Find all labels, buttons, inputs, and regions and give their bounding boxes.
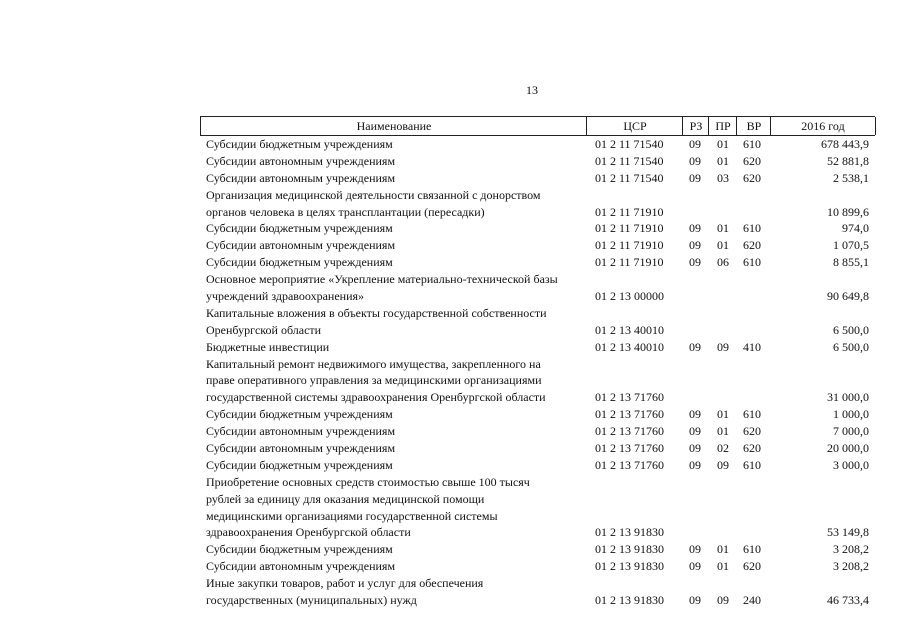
row-pr: 01 (717, 153, 729, 168)
row-vr: 620 (743, 441, 761, 456)
row-name: Иные закупки товаров, работ и услуг для обеспечения (206, 576, 484, 591)
table-row (200, 558, 875, 575)
row-csr: 01 2 11 71540 (595, 153, 664, 168)
row-rz: 09 (689, 441, 701, 456)
table-header (200, 116, 875, 136)
table-row (200, 220, 875, 237)
row-rz: 09 (689, 339, 701, 354)
row-rz: 09 (689, 170, 701, 185)
row-rz: 09 (689, 407, 701, 422)
row-csr: 01 2 13 00000 (595, 289, 664, 304)
row-name: праве оперативного управления за медицинскими организациями (206, 373, 542, 388)
row-rz: 09 (689, 457, 701, 472)
row-rz: 09 (689, 137, 701, 151)
row-rz: 09 (689, 238, 701, 253)
row-vr: 610 (743, 255, 761, 270)
row-amount: 2 538,1 (833, 170, 869, 185)
row-name: государственной системы здравоохранения Оренбургской области (206, 390, 546, 405)
row-name: Субсидии автономным учреждениям (206, 559, 396, 574)
row-name: медицинскими организациями государственной системы (206, 508, 498, 523)
table-row (200, 524, 875, 541)
row-pr: 01 (717, 407, 729, 422)
row-amount: 7 000,0 (833, 424, 869, 439)
row-name: рублей за единицу для оказания медицинской помощи (206, 491, 485, 506)
row-name: Субсидии автономным учреждениям (206, 170, 396, 185)
row-csr: 01 2 11 71910 (595, 255, 664, 270)
row-amount: 974,0 (842, 221, 869, 236)
row-pr: 09 (717, 593, 729, 608)
header-pr: ПР (708, 117, 737, 135)
table-row (200, 288, 875, 305)
table-row (200, 204, 875, 221)
row-name: государственных (муниципальных) нужд (206, 593, 417, 608)
table-row (200, 271, 875, 288)
row-vr: 620 (743, 559, 761, 574)
row-csr: 01 2 11 71910 (595, 238, 664, 253)
row-name: Субсидии бюджетным учреждениям (206, 542, 393, 557)
row-amount: 3 000,0 (833, 457, 869, 472)
row-rz: 09 (689, 255, 701, 270)
row-csr: 01 2 11 71910 (595, 204, 664, 219)
row-vr: 620 (743, 238, 761, 253)
table-row (200, 339, 875, 356)
table-row (200, 136, 875, 153)
table-row (200, 491, 875, 508)
row-vr: 610 (743, 137, 761, 151)
row-name: Капитальный ремонт недвижимого имущества, закрепленного на (206, 356, 541, 371)
table-row (200, 254, 875, 271)
row-name: Субсидии бюджетным учреждениям (206, 457, 393, 472)
row-name: органов человека в целях трансплантации (пересадки) (206, 204, 485, 219)
row-pr: 01 (717, 424, 729, 439)
header-csr: ЦСР (586, 117, 683, 135)
row-name: Субсидии бюджетным учреждениям (206, 137, 393, 151)
row-vr: 240 (743, 593, 761, 608)
row-name: Приобретение основных средств стоимостью свыше 100 тысяч (206, 474, 530, 489)
row-name: здравоохранения Оренбургской области (206, 525, 411, 540)
row-rz: 09 (689, 221, 701, 236)
page-number: 13 (526, 83, 538, 97)
row-name: Оренбургской области (206, 322, 322, 337)
row-amount: 1 000,0 (833, 407, 869, 422)
row-name: Субсидии бюджетным учреждениям (206, 221, 393, 236)
table-row (200, 508, 875, 525)
row-rz: 09 (689, 559, 701, 574)
row-csr: 01 2 13 91830 (595, 525, 664, 540)
row-name: Субсидии бюджетным учреждениям (206, 255, 393, 270)
row-csr: 01 2 13 71760 (595, 407, 664, 422)
row-amount: 6 500,0 (833, 322, 869, 337)
row-csr: 01 2 11 71540 (595, 137, 664, 151)
header-rz: РЗ (682, 117, 709, 135)
row-pr: 09 (717, 457, 729, 472)
row-name: Субсидии автономным учреждениям (206, 424, 396, 439)
table-row (200, 541, 875, 558)
header-vr: ВР (736, 117, 771, 135)
row-amount: 1 070,5 (833, 238, 869, 253)
row-amount: 52 881,8 (827, 153, 869, 168)
table-row (200, 153, 875, 170)
row-csr: 01 2 13 71760 (595, 441, 664, 456)
row-name: Бюджетные инвестиции (206, 339, 330, 354)
row-pr: 02 (717, 441, 729, 456)
row-name: Субсидии автономным учреждениям (206, 238, 396, 253)
table-row (200, 423, 875, 440)
row-amount: 20 000,0 (827, 441, 869, 456)
row-amount: 90 649,8 (827, 289, 869, 304)
row-rz: 09 (689, 593, 701, 608)
row-csr: 01 2 11 71910 (595, 221, 664, 236)
row-name: Основное мероприятие «Укрепление материально-технической базы (206, 272, 558, 287)
header-name: Наименование (200, 117, 587, 135)
row-csr: 01 2 13 40010 (595, 339, 664, 354)
row-csr: 01 2 13 40010 (595, 322, 664, 337)
row-vr: 410 (743, 339, 761, 354)
header-year: 2016 год (770, 117, 876, 135)
row-pr: 01 (717, 542, 729, 557)
row-amount: 46 733,4 (827, 593, 869, 608)
table-row (200, 322, 875, 339)
table-row (200, 474, 875, 491)
row-pr: 09 (717, 339, 729, 354)
row-amount: 53 149,8 (827, 525, 869, 540)
table-row (200, 305, 875, 322)
row-amount: 6 500,0 (833, 339, 869, 354)
table-row (200, 170, 875, 187)
row-name: Организация медицинской деятельности связанной с донорством (206, 187, 541, 202)
row-name: Субсидии бюджетным учреждениям (206, 407, 393, 422)
table-row (200, 406, 875, 423)
table-row (200, 592, 875, 609)
row-csr: 01 2 13 91830 (595, 559, 664, 574)
table-row (200, 389, 875, 406)
table-row (200, 356, 875, 373)
budget-table (200, 116, 875, 609)
row-amount: 31 000,0 (827, 390, 869, 405)
table-row (200, 457, 875, 474)
row-vr: 610 (743, 457, 761, 472)
row-pr: 01 (717, 559, 729, 574)
row-rz: 09 (689, 424, 701, 439)
table-body (200, 136, 875, 609)
row-name: Капитальные вложения в объекты государственной собственности (206, 305, 547, 320)
row-csr: 01 2 13 91830 (595, 593, 664, 608)
row-amount: 3 208,2 (833, 559, 869, 574)
row-amount: 3 208,2 (833, 542, 869, 557)
row-vr: 610 (743, 221, 761, 236)
row-pr: 01 (717, 137, 729, 151)
row-csr: 01 2 13 71760 (595, 424, 664, 439)
row-pr: 03 (717, 170, 729, 185)
row-name: Субсидии автономным учреждениям (206, 153, 396, 168)
row-csr: 01 2 11 71540 (595, 170, 664, 185)
row-vr: 620 (743, 153, 761, 168)
row-csr: 01 2 13 71760 (595, 457, 664, 472)
row-amount: 678 443,9 (821, 137, 869, 151)
row-csr: 01 2 13 91830 (595, 542, 664, 557)
row-pr: 01 (717, 221, 729, 236)
row-pr: 01 (717, 238, 729, 253)
row-pr: 06 (717, 255, 729, 270)
row-rz: 09 (689, 153, 701, 168)
row-vr: 620 (743, 170, 761, 185)
row-vr: 620 (743, 424, 761, 439)
row-name: Субсидии автономным учреждениям (206, 441, 396, 456)
table-row (200, 187, 875, 204)
table-row (200, 237, 875, 254)
table-row (200, 575, 875, 592)
table-row (200, 440, 875, 457)
row-name: учреждений здравоохранения» (206, 289, 365, 304)
row-amount: 10 899,6 (827, 204, 869, 219)
row-csr: 01 2 13 71760 (595, 390, 664, 405)
row-vr: 610 (743, 542, 761, 557)
row-vr: 610 (743, 407, 761, 422)
table-row (200, 372, 875, 389)
row-rz: 09 (689, 542, 701, 557)
row-amount: 8 855,1 (833, 255, 869, 270)
